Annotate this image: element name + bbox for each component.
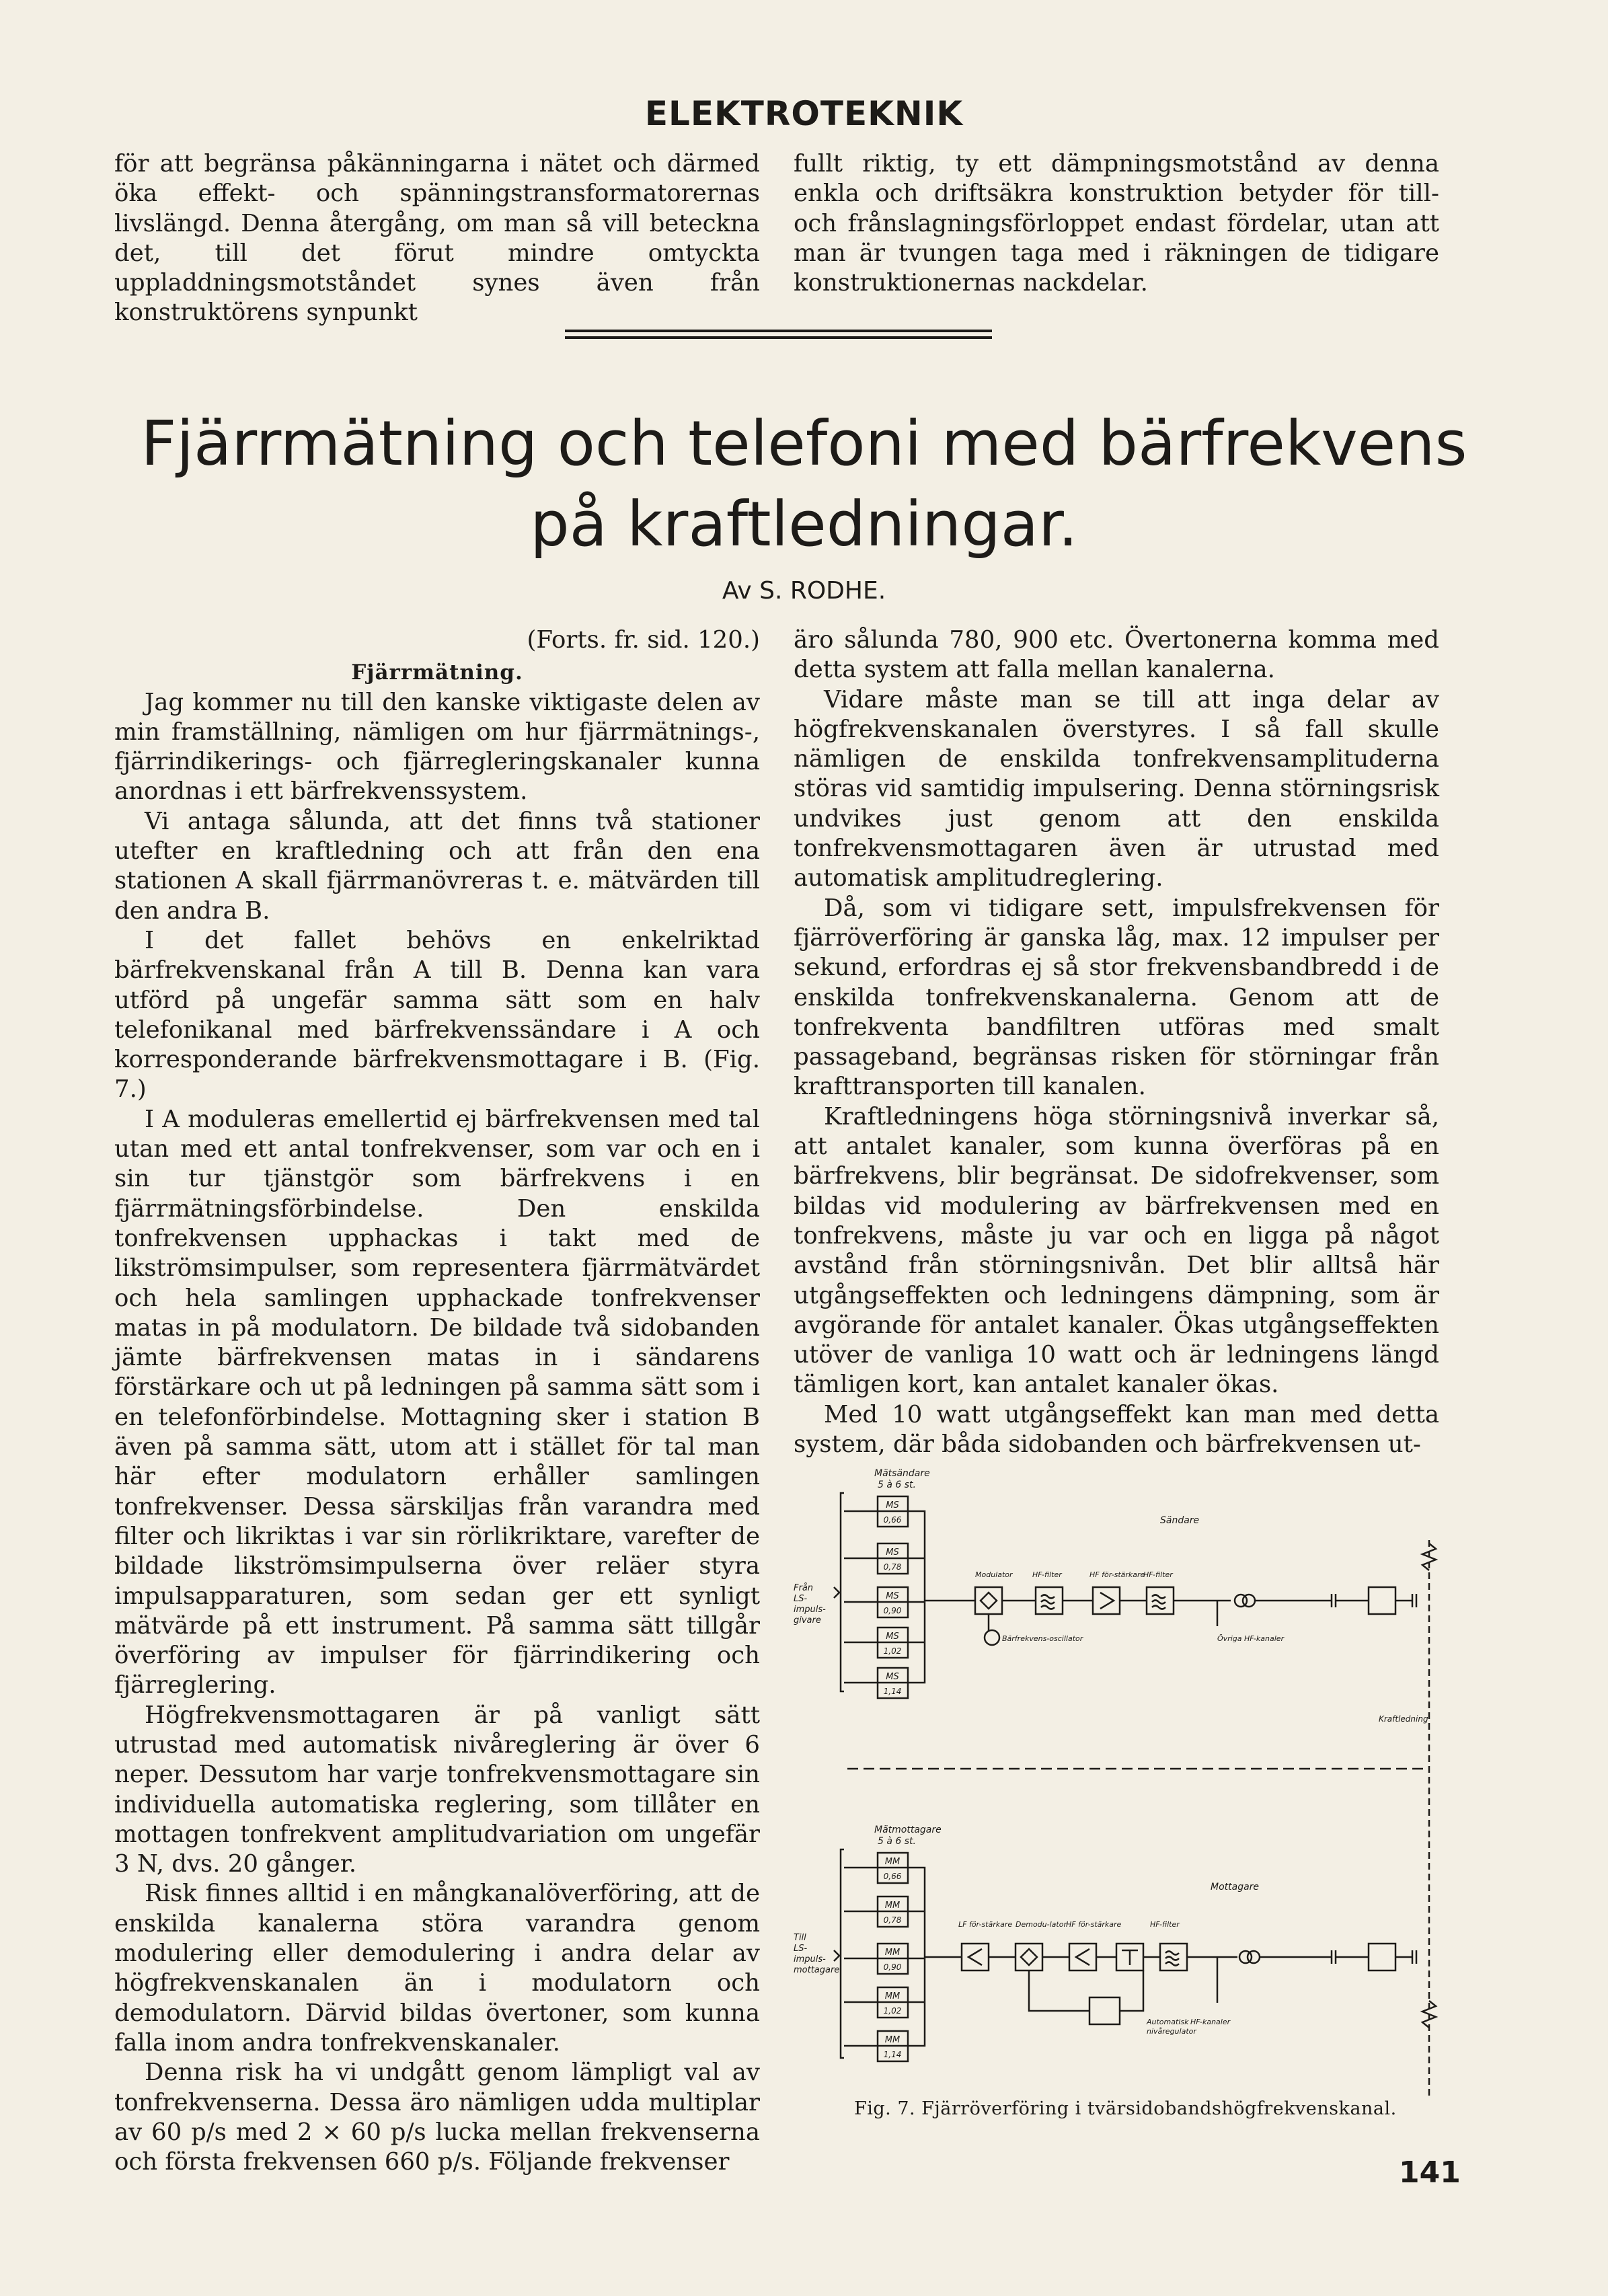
demod-symbol [1021, 1949, 1037, 1965]
receiver-unit-1 [878, 1853, 908, 1883]
paragraph: för att begränsa påkänningarna i nätet och därmed öka effekt- och spänningstransformatorernas livslängd. Denna återgång, om man så vill beteckna det, till det förut mindre omtyckta uppladdningsmotståndet synes även från konstruktörens synpunkt [114, 150, 760, 327]
receiver-unit-4 [878, 1987, 908, 2018]
block-diagram [794, 1459, 1459, 2098]
other-channels-label: Övriga HF-kanaler [1217, 1634, 1285, 1643]
svg-text:0,66: 0,66 [883, 1515, 902, 1525]
receiver-unit-5 [878, 2031, 908, 2061]
figure-caption: Fig. 7. Fjärröverföring i tvärsidobandshögfrekvenskanal. [854, 2098, 1397, 2119]
sender-count: 5 à 6 st. [878, 1480, 916, 1490]
line-label: Kraftledning [1379, 1714, 1428, 1724]
svg-text:0,66: 0,66 [883, 1872, 902, 1881]
demod-label: Demodu-lator [1016, 1920, 1067, 1929]
hf-filter2-block [1147, 1587, 1174, 1614]
hf-filter-label: HF-filter [1032, 1570, 1062, 1579]
line-trap-block [1369, 1587, 1395, 1614]
paragraph: I A moduleras emellertid ej bärfrekvensen med tal utan med ett antal tonfrekvenser, som var och en i sin tur tjänstgör som bärfrekvens i en fjärrmätningsförbindelse. Den enskilda tonfrekvensen upphackas i takt med de likströmsimpulser, som representera fjärrmätvärdet och hela samlingen upphackade tonfrekvenser matas in på modulatorn. De bildade två sidobanden jämte bärfrekvensen matas in i sändarens förstärkare och ut på ledningen på samma sätt som i en telefonförbindelse. Mottagning sker i station B även på samma sätt, utom att i stället för tal man här efter modulatorn erhåller samlingen tonfrekvenser. Dessa särskiljas från varandra med filter och likriktas i var sin rörlikriktare, varefter de bildade likströmsimpulserna över reläer styra impulsapparaturen, som sedan ger ett synligt mätvärde på ett instrument. På samma sätt tillgår överföring av impulser för fjärrindikering och fjärreglering. [114, 1105, 760, 1699]
svg-text:0,90: 0,90 [883, 1962, 902, 1972]
coupling-coil [1248, 1951, 1260, 1963]
paragraph: Kraftledningens höga störningsnivå inverkar så, att antalet kanaler, som kunna överföras på en bärfrekvens, blir begränsat. De sidofrekvenser, som bildas vid modulering av bärfrekvensen med en tonfrekvens, måste ju var och en ligga på något avstånd från störningsnivån. Det blir alltså här utgångseffekten och ledningens dämpning, som är avgörande för antalet kanaler. Ökas utgångseffekten utöver de vanliga 10 watt och är ledningens längd tämligen kort, kan antalet kanaler ökas. [794, 1102, 1439, 1399]
receiver-output-wires [844, 1868, 878, 2046]
paragraph: Högfrekvensmottagaren är på vanligt sätt utrustad med automatisk nivåreglering är över 6 neper. Dessutom har varje tonfrekvensmottagare sin individuella automatiska reglering, som tillåter en mottagen tonfrekvent amplitudvariation om ungefär 3 N, dvs. 20 gånger. [114, 1701, 760, 1878]
amp-symbol [1100, 1593, 1114, 1609]
filter-symbol [1152, 1595, 1165, 1609]
demod-block [1016, 1944, 1042, 1970]
hf-amp-block [1093, 1587, 1120, 1614]
sender-bracket [841, 1493, 844, 1691]
paragraph: Vidare måste man se till att inga delar av högfrekvenskanalen överstyres. I så fall skulle nämligen de enskilda tonfrekvensamplituderna störas vid samtidig impulsering. Denna störningsrisk undvikes just genom att den enskilda tonfrekvensmottagaren även är utrustad med automatisk amplitudreglering. [794, 685, 1439, 892]
svg-text:MM: MM [884, 1857, 901, 1867]
paragraph: Jag kommer nu till den kanske viktigaste delen av min framställning, nämligen om hur fjärrmätnings-, fjärrindikerings- och fjärregleringskanaler kunna anordnas i ett bärfrekvenssystem. [114, 688, 760, 806]
agc-label: Automatisk HF-kanaler nivåregulator [1147, 2018, 1231, 2036]
svg-text:MM: MM [884, 1991, 901, 2001]
running-head: ELEKTROTEKNIK [644, 94, 964, 133]
agc-regulator-block [1089, 1997, 1120, 2024]
svg-text:1,14: 1,14 [883, 2050, 902, 2059]
sender-brace-point [834, 1587, 839, 1598]
sender-unit-1 [878, 1496, 908, 1527]
hf-filter-block [1036, 1587, 1063, 1614]
svg-text:MS: MS [886, 1591, 899, 1601]
sender-unit-5 [878, 1668, 908, 1698]
svg-text:MM: MM [884, 2035, 901, 2045]
page-number: 141 [1399, 2155, 1461, 2190]
coupling-wire [1336, 1594, 1416, 1607]
svg-text:MS: MS [886, 1632, 899, 1642]
capacitor-symbol [1332, 1594, 1336, 1607]
sender-unit-3 [878, 1587, 908, 1617]
svg-text:MS: MS [886, 1547, 899, 1558]
paragraph: äro sålunda 780, 900 etc. Övertonerna komma med detta system att falla mellan kanalerna. [794, 626, 1439, 684]
receiver-bracket [841, 1849, 844, 2058]
agc-loop [1029, 1970, 1143, 2011]
left-column [114, 625, 760, 2177]
hf-preamp-block [1069, 1944, 1096, 1970]
paragraph: I det fallet behövs en enkelriktad bärfrekvenskanal från A till B. Denna kan vara utförd på ungefär samma sätt som en halv telefonikanal med bärfrekvenssändare i A och korresponderande bärfrekvensmottagare i B. (Fig. 7.) [114, 926, 760, 1104]
svg-text:MS: MS [886, 1672, 899, 1682]
receiver-count: 5 à 6 st. [878, 1836, 916, 1847]
amp-symbol [968, 1949, 982, 1965]
paragraph: Risk finnes alltid i en mångkanalöverföring, att de enskilda kanalerna störa varandra genom modulering eller demodulering i andra delar av högfrekvenskanalen än i modulatorn och demodulatorn. Därvid bildas övertoner, som kunna falla inom andra tonfrekvenskanaler. [114, 1880, 760, 2057]
top-right-text [794, 149, 1439, 298]
receiver-title: Mätmottagare [874, 1825, 942, 1835]
receiver-unit-2 [878, 1897, 908, 1927]
from-label: Från LS-impuls-givare [794, 1583, 826, 1625]
byline: Av S. RODHE. [722, 577, 886, 605]
hf-filter2-label: HF-filter [1143, 1570, 1173, 1579]
top-left-text [114, 149, 760, 328]
svg-text:0,90: 0,90 [883, 1606, 902, 1615]
svg-text:MM: MM [884, 1901, 901, 1911]
section-heading: Fjärrmätning. [351, 660, 523, 685]
modulator-block [975, 1587, 1002, 1614]
sender-bus [908, 1511, 925, 1683]
sender-input-wires [844, 1511, 878, 1683]
modulator-symbol [981, 1593, 997, 1609]
paragraph: Vi antaga sålunda, att det finns två stationer utefter en kraftledning och att från den ena stationen A skall fjärrmanövreras t. e. mätvärden till den andra B. [114, 807, 760, 925]
paragraph: Med 10 watt utgångseffekt kan man med detta system, där båda sidobanden och bärfrekvensen ut- [794, 1400, 1439, 1459]
article-title-line2: på kraftledningar. [530, 488, 1078, 560]
svg-text:1,02: 1,02 [883, 1646, 902, 1656]
oscillator-symbol [985, 1630, 999, 1645]
receiver-brace-point [834, 1950, 839, 1961]
filter-symbol [1165, 1952, 1179, 1966]
article-title: Fjärrmätning och telefoni med bärfrekvens [141, 408, 1467, 480]
divider-rule [565, 330, 992, 332]
receiver-bus [908, 1868, 925, 2046]
receiver-unit-3 [878, 1944, 908, 1974]
svg-text:MS: MS [886, 1500, 899, 1510]
paragraph: Denna risk ha vi undgått genom lämpligt val av tonfrekvenserna. Dessa äro nämligen udda multiplar av 60 p/s med 2 × 60 p/s lucka mellan frekvenserna och första frekvensen 660 p/s. Följande frekvenser [114, 2059, 760, 2176]
oscillator-label: Bärfrekvens-oscillator [1002, 1634, 1083, 1643]
svg-text:0,78: 0,78 [883, 1915, 902, 1925]
divider-rule [565, 336, 992, 339]
to-label: Till LS-impuls-mottagare [794, 1933, 840, 1975]
figure-7-diagram [794, 1459, 1459, 2132]
amp-symbol [1076, 1949, 1089, 1965]
lf-amp-label: LF för-stärkare [958, 1920, 1013, 1929]
svg-text:1,02: 1,02 [883, 2006, 902, 2016]
hf-preamp-label: HF för-stärkare [1066, 1920, 1122, 1929]
lf-amp-block [962, 1944, 989, 1970]
coupling-wire [1395, 1950, 1416, 1964]
modulator-label: Modulator [975, 1570, 1013, 1579]
sender-label: Sändare [1160, 1515, 1200, 1526]
svg-text:MM: MM [884, 1948, 901, 1958]
hf-amp-label: HF för-stärkare [1089, 1570, 1145, 1579]
filter-symbol [1041, 1595, 1055, 1609]
agc-symbol [1122, 1950, 1138, 1965]
right-column [794, 625, 1439, 1459]
receiver-coupling-wire [1260, 1950, 1369, 1964]
hf-filter3-label: HF-filter [1150, 1920, 1180, 1929]
sender-unit-4 [878, 1628, 908, 1658]
svg-text:1,14: 1,14 [883, 1687, 902, 1696]
continued-note: (Forts. fr. sid. 120.) [527, 626, 760, 654]
paragraph: Då, som vi tidigare sett, impulsfrekvensen för fjärröverföring är ganska låg, max. 12 impulser per sekund, erfordras ej så stor frekvensbandbredd i de enskilda tonfrekvenskanalerna. Genom att de tonfrekventa bandfiltren utföras med smalt passageband, begränsas risken för störningar från krafttransporten till kanalen. [794, 894, 1439, 1101]
paragraph: fullt riktig, ty ett dämpningsmotstånd av denna enkla och driftsäkra konstruktion betyder för till- och frånslagningsförloppet endast fördelar, utan att man är tvungen taga med i räkningen de tidigare konstruktionernas nackdelar. [794, 150, 1439, 297]
sender-unit-2 [878, 1543, 908, 1574]
line-trap-block [1369, 1944, 1395, 1970]
receiver-label: Mottagare [1211, 1882, 1260, 1892]
hf-filter3-block [1160, 1944, 1187, 1970]
coupling-coil [1243, 1595, 1255, 1607]
sender-title: Mätsändare [874, 1468, 930, 1479]
svg-text:0,78: 0,78 [883, 1562, 902, 1572]
